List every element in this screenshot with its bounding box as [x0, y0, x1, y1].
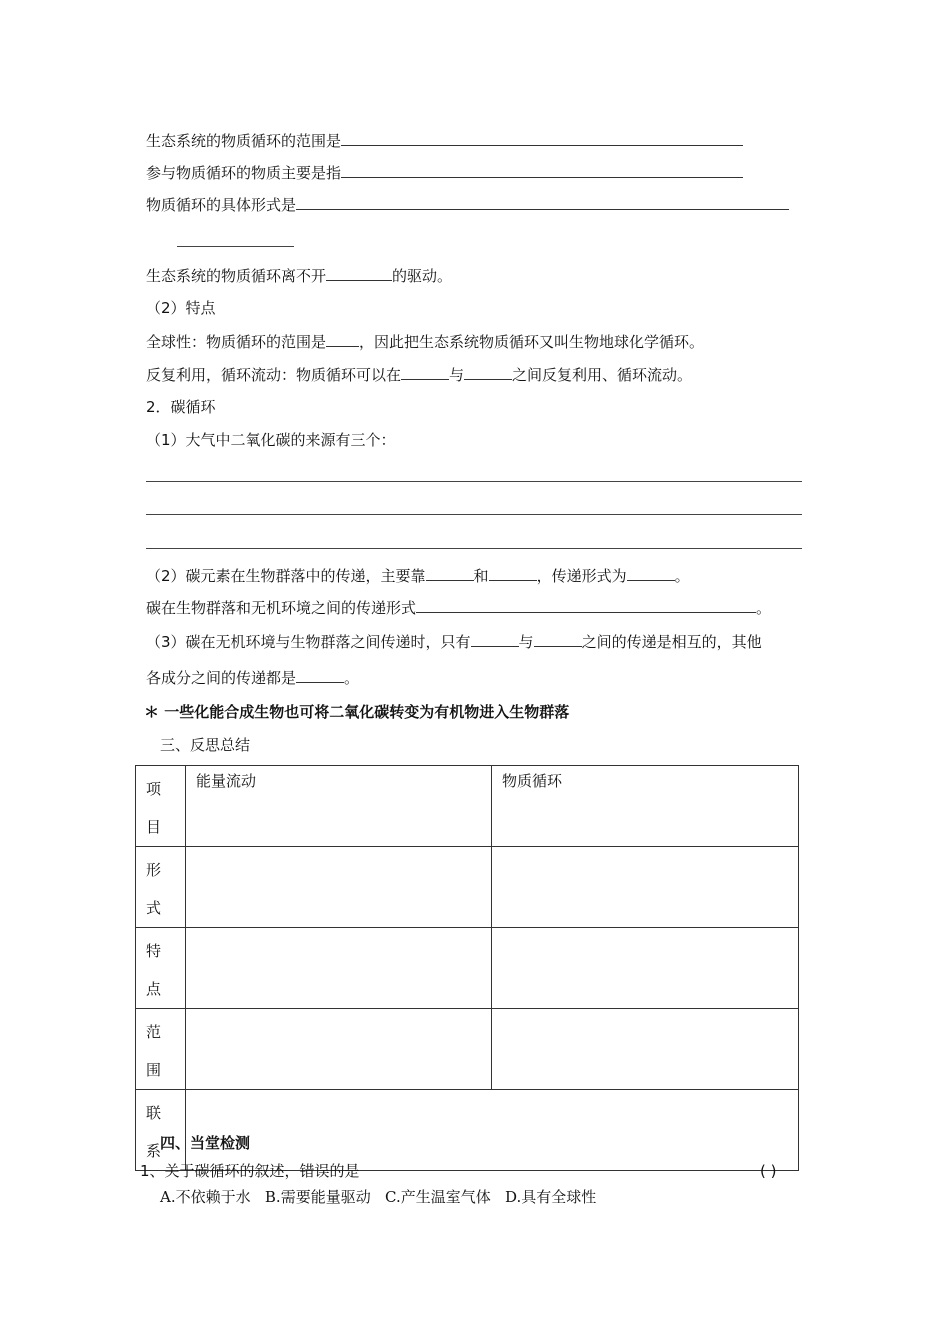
drive-question: 生态系统的物质循环离不开 的驱动。 — [146, 267, 453, 285]
transfer-question: （2）碳元素在生物群落中的传递，主要靠 和 ，传递形式为 。 — [146, 567, 690, 585]
row-label-cell: 范 围 — [136, 1009, 186, 1090]
energy-answer-cell[interactable] — [186, 847, 492, 928]
energy-answer-cell[interactable] — [186, 928, 492, 1009]
answer-blank[interactable] — [464, 364, 512, 380]
table-row — [136, 1009, 799, 1090]
carbon-title: 2．碳循环 — [146, 398, 216, 416]
header-item-cell: 项 目 — [136, 766, 186, 847]
matter-answer-cell[interactable] — [492, 847, 799, 928]
answer-bracket[interactable]: ( ) — [760, 1162, 777, 1180]
table-row — [136, 1090, 799, 1171]
row-label-cell: 联 系 — [136, 1090, 186, 1171]
one-way-question: 各成分之间的传递都是 。 — [146, 669, 360, 687]
row-label-cell: 特 点 — [136, 928, 186, 1009]
mutual-transfer-question: （3）碳在无机环境与生物群落之间传递时，只有 与 之间的传递是相互的，其他 — [146, 633, 762, 651]
relation-answer-cell[interactable] — [186, 1090, 799, 1171]
matter-answer-cell[interactable] — [492, 928, 799, 1009]
test-title: 四、当堂检测 — [160, 1134, 251, 1152]
answer-blank[interactable] — [471, 631, 519, 647]
matter-answer-cell[interactable] — [492, 1009, 799, 1090]
transfer-form-question: 碳在生物群落和无机环境之间的传递形式 。 — [146, 599, 772, 617]
header-matter-cell: 物质循环 — [492, 766, 799, 847]
chemosynthesis-note: ＊ 一些化能合成生物也可将二氧化碳转变为有机物进入生物群落 — [144, 703, 570, 721]
co2-source-question: （1）大气中二氧化碳的来源有三个： — [146, 431, 396, 449]
summary-table — [135, 765, 799, 1171]
answer-blank[interactable] — [401, 364, 449, 380]
summary-title: 三、反思总结 — [160, 736, 251, 754]
reuse-feature: 反复利用，循环流动：物质循环可以在 与 之间反复利用、循环流动。 — [146, 366, 693, 384]
table-row — [136, 928, 799, 1009]
form-question: 物质循环的具体形式是 — [146, 194, 789, 215]
energy-answer-cell[interactable] — [186, 1009, 492, 1090]
question-1-options: A.不依赖于水 B.需要能量驱动 C.产生温室气体 D.具有全球性 — [160, 1188, 597, 1206]
range-question: 生态系统的物质循环的范围是 — [146, 130, 743, 151]
row-label-cell: 形 式 — [136, 847, 186, 928]
feature-title: （2）特点 — [146, 299, 216, 317]
answer-blank[interactable] — [489, 565, 537, 581]
answer-blank[interactable] — [326, 331, 359, 347]
answer-blank-continued[interactable] — [177, 246, 294, 247]
answer-line[interactable] — [146, 548, 802, 549]
answer-blank[interactable] — [296, 667, 344, 683]
table-row — [136, 847, 799, 928]
answer-blank[interactable] — [627, 565, 675, 581]
answer-blank[interactable] — [534, 631, 582, 647]
substance-question: 参与物质循环的物质主要是指 — [146, 162, 743, 183]
answer-blank[interactable] — [341, 162, 743, 178]
answer-blank[interactable] — [326, 265, 392, 281]
global-feature: 全球性：物质循环的范围是 ，因此把生态系统物质循环又叫生物地球化学循环。 — [146, 333, 705, 351]
table-header-row — [136, 766, 799, 847]
answer-blank[interactable] — [296, 194, 789, 210]
answer-blank[interactable] — [416, 597, 756, 613]
answer-blank[interactable] — [426, 565, 474, 581]
answer-line[interactable] — [146, 514, 802, 515]
question-1: 1、关于碳循环的叙述，错误的是 — [140, 1162, 360, 1180]
answer-blank[interactable] — [341, 130, 743, 146]
answer-line[interactable] — [146, 481, 802, 482]
header-energy-cell: 能量流动 — [186, 766, 492, 847]
